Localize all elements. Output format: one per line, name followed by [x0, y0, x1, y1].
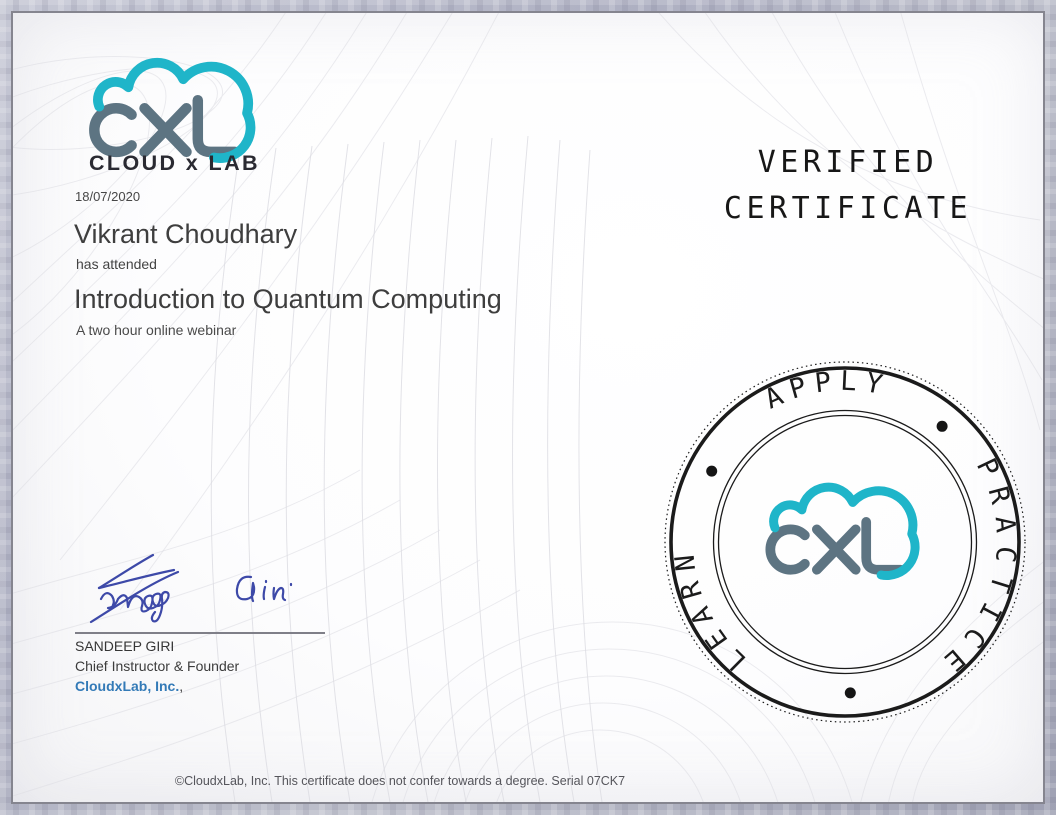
svg-text:PRACTICE — [929, 454, 1021, 685]
seal-word-apply: APPLY — [760, 365, 893, 416]
seal-center-logo-icon — [770, 487, 915, 575]
certificate-paper — [13, 13, 1043, 802]
course-subtitle: A two hour online webinar — [76, 322, 237, 338]
seal-dot-bottom — [845, 687, 856, 698]
svg-text:APPLY — [760, 366, 893, 416]
issue-date: 18/07/2020 — [75, 189, 141, 204]
cloudxlab-link[interactable]: CloudxLab, Inc. — [75, 678, 180, 694]
signature-handwriting — [71, 541, 331, 636]
signatory-name: SANDEEP GIRI — [75, 638, 175, 654]
footer-disclaimer: ©CloudxLab, Inc. This certificate does not confer towards a degree. Serial 07CK7 — [174, 774, 626, 788]
cloudxlab-wordmark: CLOUD x LAB — [89, 151, 260, 175]
attended-label: has attended — [76, 256, 157, 272]
seal-word-practice: PRACTICE — [929, 453, 1022, 685]
signature-divider-line — [75, 632, 325, 634]
recipient-name: Vikrant Choudhary — [74, 219, 298, 249]
svg-text:LEARN — [669, 543, 753, 676]
seal-dot-right — [937, 421, 948, 432]
signatory-role: Chief Instructor & Founder — [75, 658, 240, 674]
certificate-word: CERTIFICATE — [723, 191, 973, 226]
course-title: Introduction to Quantum Computing — [74, 284, 502, 314]
company-suffix: , — [179, 678, 184, 694]
seal-word-learn: LEARN — [668, 543, 753, 677]
verified-certificate-heading — [658, 140, 1038, 232]
verification-seal — [655, 352, 1035, 732]
verified-word: VERIFIED — [757, 145, 939, 180]
signatory-company — [75, 678, 183, 694]
seal-dot-left — [706, 466, 717, 477]
